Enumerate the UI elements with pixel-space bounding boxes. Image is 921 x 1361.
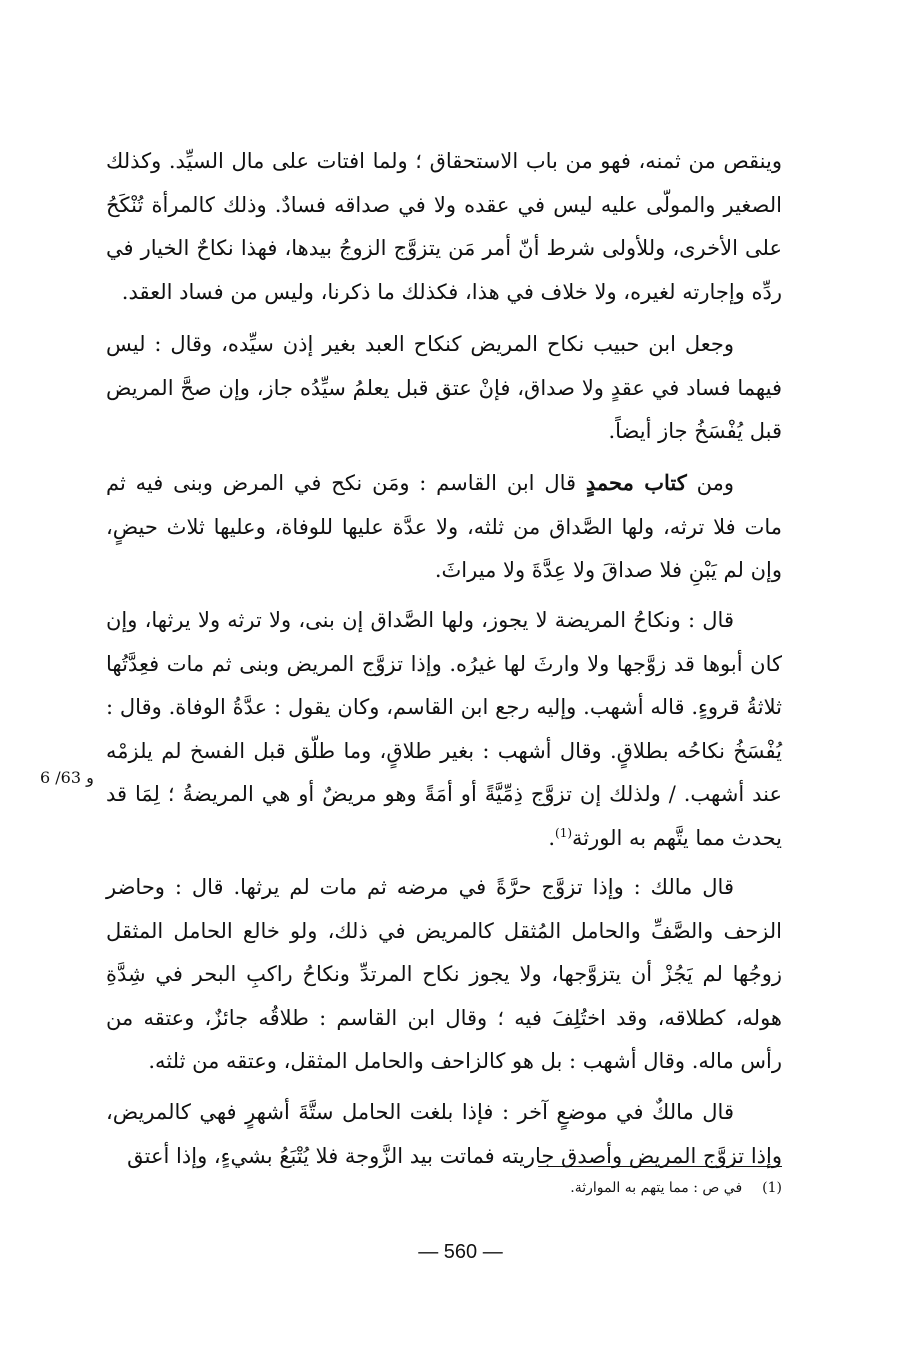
paragraph-3-lead: ومن xyxy=(696,471,734,495)
main-text-3 xyxy=(106,461,782,593)
footnote-reference: (1) xyxy=(555,825,573,840)
footnote-text: في ص : مما يتهم به الموارثة. xyxy=(570,1180,743,1196)
paragraph-3 xyxy=(106,461,782,593)
book-title: كتاب محمدٍ xyxy=(585,470,687,495)
footnote-number: (1) xyxy=(762,1180,782,1196)
paragraph-4-text: قال : ونكاحُ المريضة لا يجوز، ولها الصَّداق إن بنى، ولا ترثه ولا يرثها، وإن كان أبوها قد زوَّجها ولا وارثَ لها غيرُه. وإذا تزوَّج المريض وبنى ثم مات فعِدَّتُها ثلاثةُ قروءٍ. قاله أشهب. وإليه رجع ابن القاسم، وكان يقول : عدَّةُ الوفاة. وقال : يُفْسَخُ نكاحُه بطلاقٍ. وقال أشهب : بغير طلاقٍ، وما طلّق قبل الفسخ لم يلزمْه عند أشهب. / ولذلك إن تزوَّج ذِمِّيَّةً أو أمَةً وهو مريضٌ أو هي المريضةُ ؛ لِمَا قد يحدث مما يتَّهم به الورثة xyxy=(106,608,782,850)
footnote-divider xyxy=(538,1166,782,1167)
paragraph-2: وجعل ابن حبيب نكاح المريض كنكاح العبد بغير إذن سيِّده، وقال : ليس فيهما فساد في عقدٍ ولا صداق، فإنْ عتق قبل يعلمُ سيِّدُه جاز، وإن صحَّ المريض قبل يُفْسَخُ جاز أيضاً. xyxy=(106,332,782,443)
paragraph-5: قال مالك : وإذا تزوَّج حرَّةً في مرضه ثم مات لم يرثها. قال : وحاضر الزحف والصَّفِّ والحامل المُثقل كالمريض في ذلك، ولو خالع الحامل المثقل زوجُها لم يَجُزْ أن يتزوَّجها، ولا يجوز نكاح المرتدِّ ونكاحُ راكبِ البحر في شِدَّةِ هوله، كطلاقه، وقد اختُلِفَ فيه ؛ وقال ابن القاسم : طلاقُه جائزٌ، وعتقه من رأس ماله. وقال أشهب : بل هو كالزاحف والحامل المثقل، وعتقه من ثلثه. xyxy=(106,875,782,1073)
main-text-4 xyxy=(106,599,782,860)
manuscript-folio-reference: 6 /63 و xyxy=(40,768,94,787)
paragraph-4 xyxy=(106,599,782,860)
paragraph-3-text: قال ابن القاسم : ومَن نكح في المرض وبنى فيه ثم مات فلا ترثه، ولها الصَّداق من ثلثه، ولا عدَّة عليها للوفاة، وعليها ثلاث حيضٍ، وإن لم يَبْنِ فلا صداقَ ولا عِدَّةَ ولا ميراثَ. xyxy=(106,471,782,582)
paragraph-1: وينقص من ثمنه، فهو من باب الاستحقاق ؛ ولما افتات على مال السيِّد. وكذلك الصغير والمولّى عليه ليس في عقده ولا في صداقه فسادٌ. وذلك كالمرأة تُنْكَحُ على الأخرى، وللأولى شرط أنّ أمر مَن يتزوَّج الزوجُ بيدها، فهذا نكاحٌ الخيار في ردِّه وإجارته لغيره، ولا خلاف في هذا، فكذلك ما ذكرنا، وليس من فساد العقد. xyxy=(106,149,782,304)
paragraph-6: قال مالكٌ في موضعٍ آخر : فإذا بلغت الحامل ستَّةَ أشهرٍ فهي كالمريض، وإذا تزوَّج المريض وأصدق جاريته فماتت بيد الزَّوجة فلا يُتْبَعُ بشيءٍ، وإذا أعتق xyxy=(106,1100,782,1168)
main-text xyxy=(106,140,782,314)
footnote xyxy=(300,1180,782,1196)
page-number: — 560 — xyxy=(418,1241,503,1263)
main-text-6 xyxy=(106,1091,782,1178)
main-text-5 xyxy=(106,866,782,1084)
paragraph-4-tail: . xyxy=(548,825,556,850)
main-text-2 xyxy=(106,323,782,454)
